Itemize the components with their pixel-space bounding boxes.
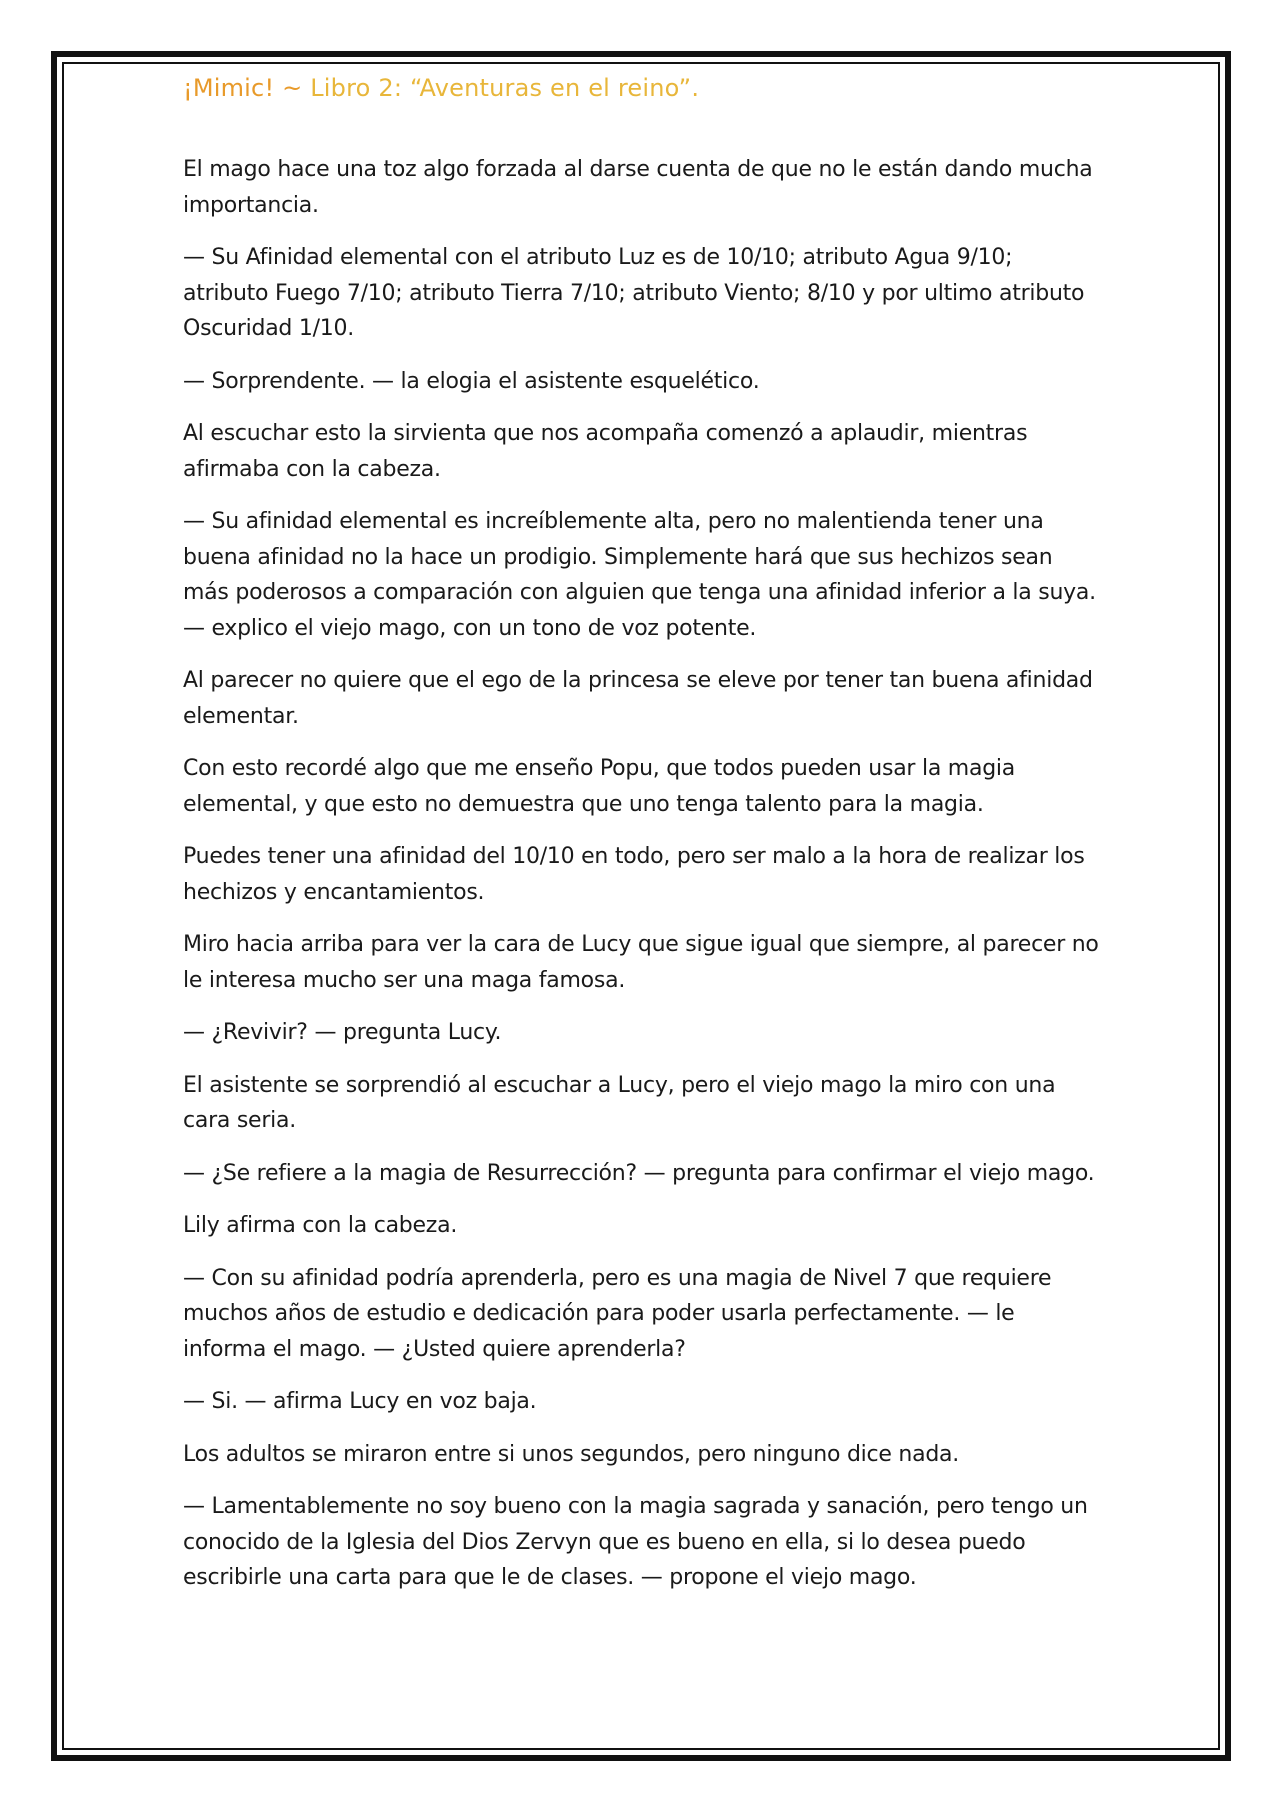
header-book-title: Libro 2: “Aventuras en el reino”. [310, 74, 700, 102]
paragraph: Los adultos se miraron entre si unos segundos, pero ninguno dice nada. [183, 1441, 960, 1467]
header-series-title: ¡Mimic! ~ [183, 74, 311, 102]
paragraph: — ¿Revivir? — pregunta Lucy. [183, 1020, 502, 1045]
paragraph: El mago hace una toz algo forzada al darse cuenta de que no le están dando mucha importancia. [183, 157, 1093, 218]
paragraph: — Sorprendente. — la elogia el asistente esquelético. [183, 368, 760, 394]
paragraph: Al escuchar esto la sirvienta que nos acompaña comenzó a aplaudir, mientras afirmaba con la cabeza. [183, 421, 1028, 482]
paragraph: — Lamentablemente no soy bueno con la magia sagrada y sanación, pero tengo un conocido de la Iglesia del Dios Zervyn que es bueno en ella, si lo desea puedo escribirle una carta para que le de clases. — propone el viejo mago. [183, 1494, 1088, 1590]
paragraph: — Su afinidad elemental es increíblemente alta, pero no malentienda tener una buena afinidad no la hace un prodigio. Simplemente hará que sus hechizos sean más poderosos a comparación con alguien que tenga una afinidad inferior a la suya. — explico el viejo mago, con un tono de voz potente. [183, 509, 1096, 641]
paragraph: — Su Afinidad elemental con el atributo Luz es de 10/10; atributo Agua 9/10; atributo Fuego 7/10; atributo Tierra 7/10; atributo Viento; 8/10 y por ultimo atributo Oscuridad 1/10. [183, 245, 1085, 341]
paragraph: Miro hacia arriba para ver la cara de Lucy que sigue igual que siempre, al parecer no le interesa mucho ser una maga famosa. [183, 932, 1099, 993]
paragraph: Lily afirma con la cabeza. [183, 1213, 458, 1238]
running-header [183, 74, 699, 102]
paragraph: — Con su afinidad podría aprenderla, pero es una magia de Nivel 7 que requiere muchos años de estudio e dedicación para poder usarla perfectamente. — le informa el mago. — ¿Usted quiere aprenderla? [183, 1265, 1052, 1362]
paragraph: Con esto recordé algo que me enseño Popu, que todos pueden usar la magia elemental, y que esto no demuestra que uno tenga talento para la magia. [183, 756, 1016, 817]
paragraph: — ¿Se refiere a la magia de Resurrección? — pregunta para confirmar el viejo mago. [183, 1160, 1095, 1186]
paragraph: El asistente se sorprendió al escuchar a Lucy, pero el viejo mago la miro con una cara seria. [183, 1072, 1056, 1133]
page-body [183, 152, 1103, 1613]
paragraph: Al parecer no quiere que el ego de la princesa se eleve por tener tan buena afinidad elementar. [183, 668, 1093, 729]
paragraph: Puedes tener una afinidad del 10/10 en todo, pero ser malo a la hora de realizar los hechizos y encantamientos. [183, 844, 1085, 905]
paragraph: — Si. — afirma Lucy en voz baja. [183, 1389, 537, 1414]
